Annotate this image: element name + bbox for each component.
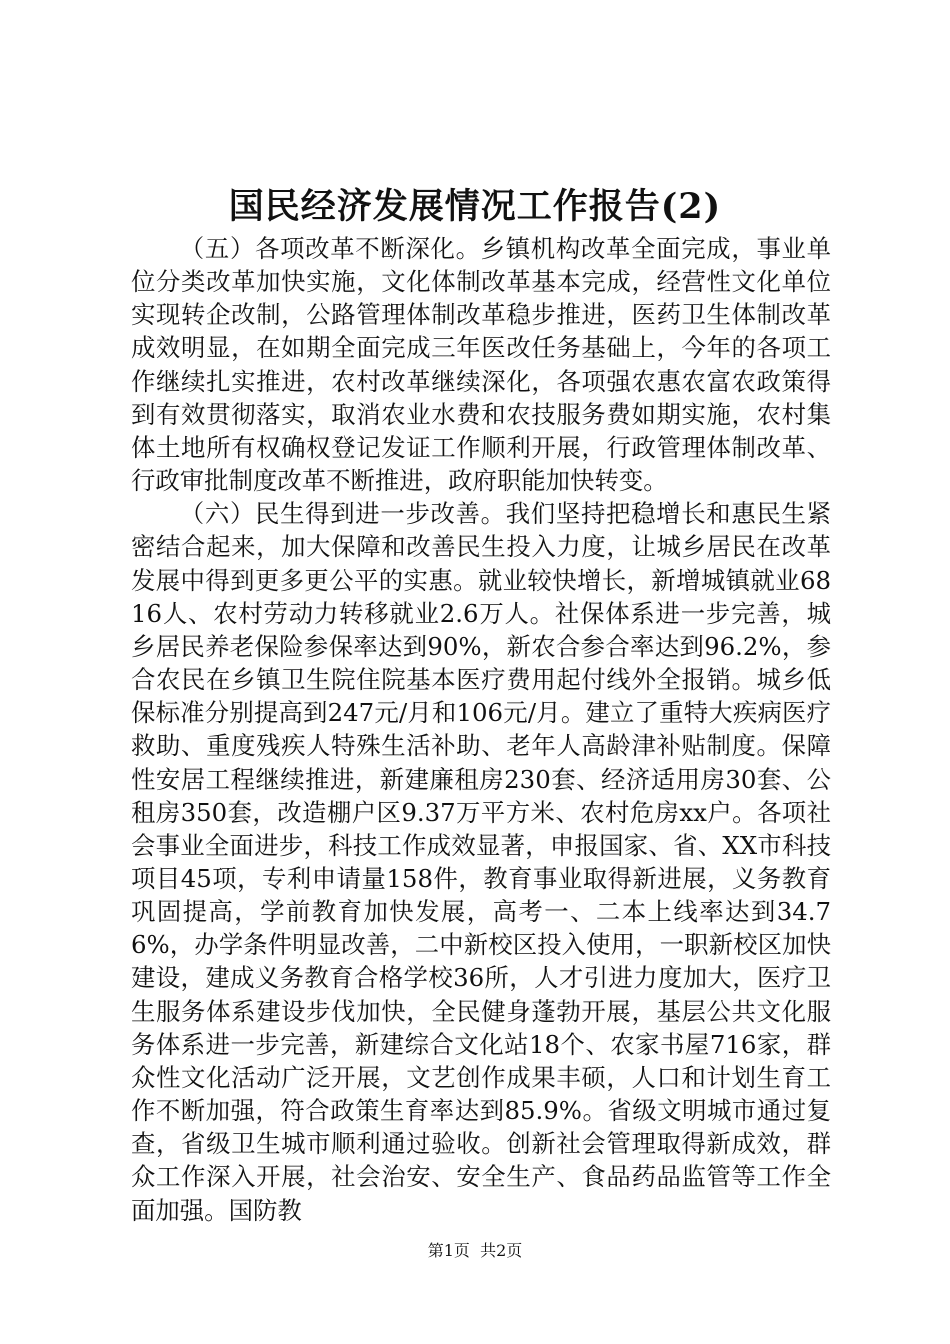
page-footer — [0, 1240, 950, 1262]
page-number: 第1页 — [427, 1241, 470, 1260]
paragraph-livelihood: （六）民生得到进一步改善。我们坚持把稳增长和惠民生紧密结合起来，加大保障和改善民生投入力度，让城乡居民在改革发展中得到更多更公平的实惠。就业较快增长，新增城镇就业6816人、农村劳动力转移就业2.6万人。社保体系进一步完善，城乡居民养老保险参保率达到90%，新农合参合率达到96.2%，参合农民在乡镇卫生院住院基本医疗费用起付线外全报销。城乡低保标准分别提高到247元/月和106元/月。建立了重特大疾病医疗救助、重度残疾人特殊生活补助、老年人高龄津补贴制度。保障性安居工程继续推进，新建廉租房230套、经济适用房30套、公租房350套，改造棚户区9.37万平方米、农村危房xx户。各项社会事业全面进步，科技工作成效显著，申报国家、省、XX市科技项目45项，专利申请量158件，教育事业取得新进展，义务教育巩固提高，学前教育加快发展，高考一、二本上线率达到34.76%，办学条件明显改善，二中新校区投入使用，一职新校区加快建设，建成义务教育合格学校36所，人才引进力度加大，医疗卫生服务体系建设步伐加快，全民健身蓬勃开展，基层公共文化服务体系进一步完善，新建综合文化站18个、农家书屋716家，群众性文化活动广泛开展，文艺创作成果丰硕，人口和计划生育工作不断加强，符合政策生育率达到85.9%。省级文明城市通过复查，省级卫生城市顺利通过验收。创新社会管理取得新成效，群众工作深入开展，社会治安、安全生产、食品药品监管等工作全面加强。国防教 — [131, 499, 831, 1225]
paragraph-reform: （五）各项改革不断深化。乡镇机构改革全面完成，事业单位分类改革加快实施，文化体制改革基本完成，经营性文化单位实现转企改制，公路管理体制改革稳步推进，医药卫生体制改革成效明显，在如期全面完成三年医改任务基础上，今年的各项工作继续扎实推进，农村改革继续深化，各项强农惠农富农政策得到有效贯彻落实，取消农业水费和农技服务费如期实施，农村集体土地所有权确权登记发证工作顺利开展，行政管理体制改革、行政审批制度改革不断推进，政府职能加快转变。 — [131, 234, 831, 496]
document-title: 国民经济发展情况工作报告(2) — [228, 186, 722, 227]
page-total: 共2页 — [480, 1241, 523, 1260]
document-body — [131, 232, 831, 1227]
